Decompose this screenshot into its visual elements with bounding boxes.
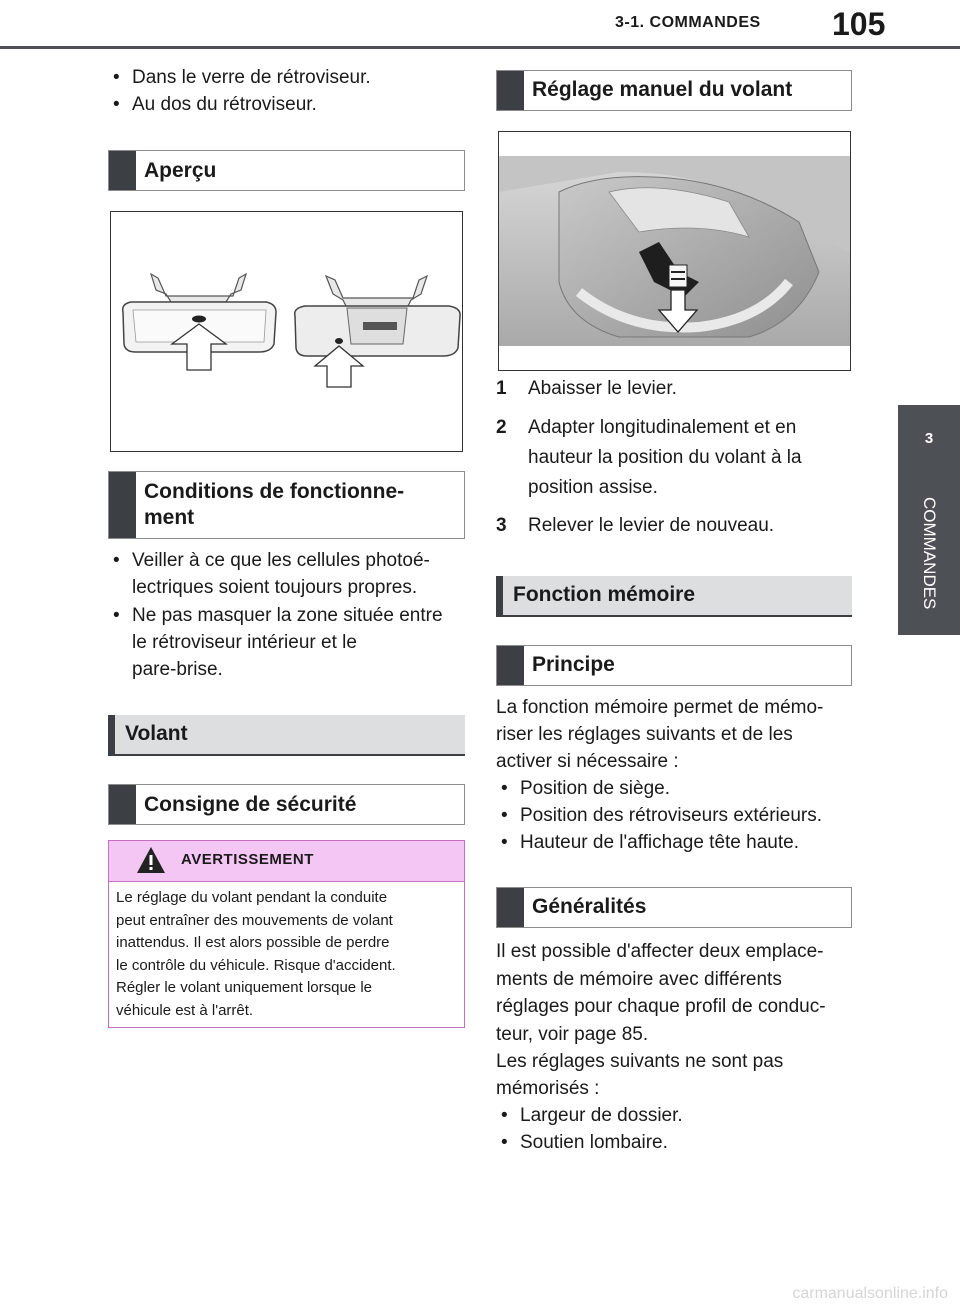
section-title: 3-1. COMMANDES xyxy=(615,14,761,31)
intro-bullet: • Au dos du rétroviseur. xyxy=(108,91,317,118)
step-line: Relever le levier de nouveau. xyxy=(528,515,775,536)
heading-reglage xyxy=(496,70,852,111)
chapter-label: COMMANDES xyxy=(920,497,939,610)
step-line: hauteur la position du volant à la xyxy=(528,447,802,468)
heading-principe xyxy=(496,645,852,686)
intro-bullet: • Dans le verre de rétroviseur. xyxy=(108,64,371,91)
heading-consigne-text: Consigne de sécurité xyxy=(144,793,357,816)
principe-bullet: • Hauteur de l'affichage tête haute. xyxy=(496,829,799,856)
heading-apercu-text: Aperçu xyxy=(144,159,217,182)
step-number: 3 xyxy=(496,515,507,536)
heading-consigne xyxy=(108,784,465,825)
condition-bullet-line: • Ne pas masquer la zone située entre xyxy=(132,605,443,626)
step-line: Adapter longitudinalement et en xyxy=(528,417,797,438)
warning-line: Régler le volant uniquement lorsque le xyxy=(116,979,372,996)
condition-bullet-line: • Veiller à ce que les cellules photoé- xyxy=(132,550,430,571)
paragraph-line: Les réglages suivants ne sont pas xyxy=(496,1051,784,1072)
heading-memoire-text: Fonction mémoire xyxy=(513,583,696,606)
heading-principe-text: Principe xyxy=(532,653,615,676)
paragraph-line: ments de mémoire avec différents xyxy=(496,968,782,990)
watermark: carmanualsonline.info xyxy=(792,1285,948,1302)
paragraph-line: activer si nécessaire : xyxy=(496,751,679,772)
heading-generalites-text: Généralités xyxy=(532,895,647,918)
heading-memoire xyxy=(496,576,852,617)
condition-bullet xyxy=(108,602,443,683)
paragraph-line: riser les réglages suivants et de les xyxy=(496,724,793,745)
step-1 xyxy=(496,374,677,404)
step-3 xyxy=(496,511,774,541)
generalites-paragraph xyxy=(496,938,826,1048)
non-memorise-bullet: • Soutien lombaire. xyxy=(496,1129,668,1156)
heading-generalites xyxy=(496,887,852,928)
condition-bullet-line: pare-brise. xyxy=(132,659,223,680)
heading-volant xyxy=(108,715,465,756)
step-line: position assise. xyxy=(528,477,658,498)
paragraph-line: mémorisés : xyxy=(496,1078,600,1099)
heading-conditions xyxy=(108,471,465,539)
heading-apercu xyxy=(108,150,465,191)
step-2 xyxy=(496,413,802,503)
warning-text xyxy=(116,887,461,1022)
non-memorises-paragraph xyxy=(496,1048,783,1102)
mirror-illustration xyxy=(111,212,462,451)
paragraph-line: réglages pour chaque profil de conduc- xyxy=(496,996,826,1017)
steering-lever-photo xyxy=(499,132,850,370)
non-memorise-bullet: • Largeur de dossier. xyxy=(496,1102,683,1129)
header-rule xyxy=(0,46,960,49)
heading-conditions-line2: ment xyxy=(144,506,195,529)
paragraph-line: La fonction mémoire permet de mémo- xyxy=(496,697,824,718)
step-number: 2 xyxy=(496,417,507,438)
warning-line: véhicule est à l'arrêt. xyxy=(116,1001,254,1019)
principe-paragraph xyxy=(496,694,823,775)
warning-title: AVERTISSEMENT xyxy=(181,851,314,868)
heading-conditions-line1: Conditions de fonctionne- xyxy=(144,480,405,503)
page-number: 105 xyxy=(832,6,886,42)
warning-header xyxy=(109,841,464,882)
warning-line: le contrôle du véhicule. Risque d'accident. xyxy=(116,956,396,974)
chapter-number: 3 xyxy=(924,430,934,447)
heading-reglage-text: Réglage manuel du volant xyxy=(532,78,793,101)
principe-bullet: • Position des rétroviseurs extérieurs. xyxy=(496,802,822,829)
warning-triangle-icon xyxy=(135,845,167,875)
principe-bullet: • Position de siège. xyxy=(496,775,670,802)
warning-line: Le réglage du volant pendant la conduite xyxy=(116,889,388,906)
condition-bullet xyxy=(108,547,430,601)
heading-volant-text: Volant xyxy=(125,722,188,745)
step-line: Abaisser le levier. xyxy=(528,378,677,399)
condition-bullet-line: lectriques soient toujours propres. xyxy=(132,577,418,598)
mirror-figure xyxy=(110,211,463,452)
condition-bullet-line: le rétroviseur intérieur et le xyxy=(132,632,357,653)
warning-box xyxy=(108,840,465,1028)
step-number: 1 xyxy=(496,378,507,399)
paragraph-line: teur, voir page 85. xyxy=(496,1023,649,1045)
warning-line: peut entraîner des mouvements de volant xyxy=(116,911,393,929)
paragraph-line: Il est possible d'affecter deux emplace- xyxy=(496,941,824,962)
steering-lever-figure xyxy=(498,131,851,371)
warning-line: inattendus. Il est alors possible de perdre xyxy=(116,934,390,951)
